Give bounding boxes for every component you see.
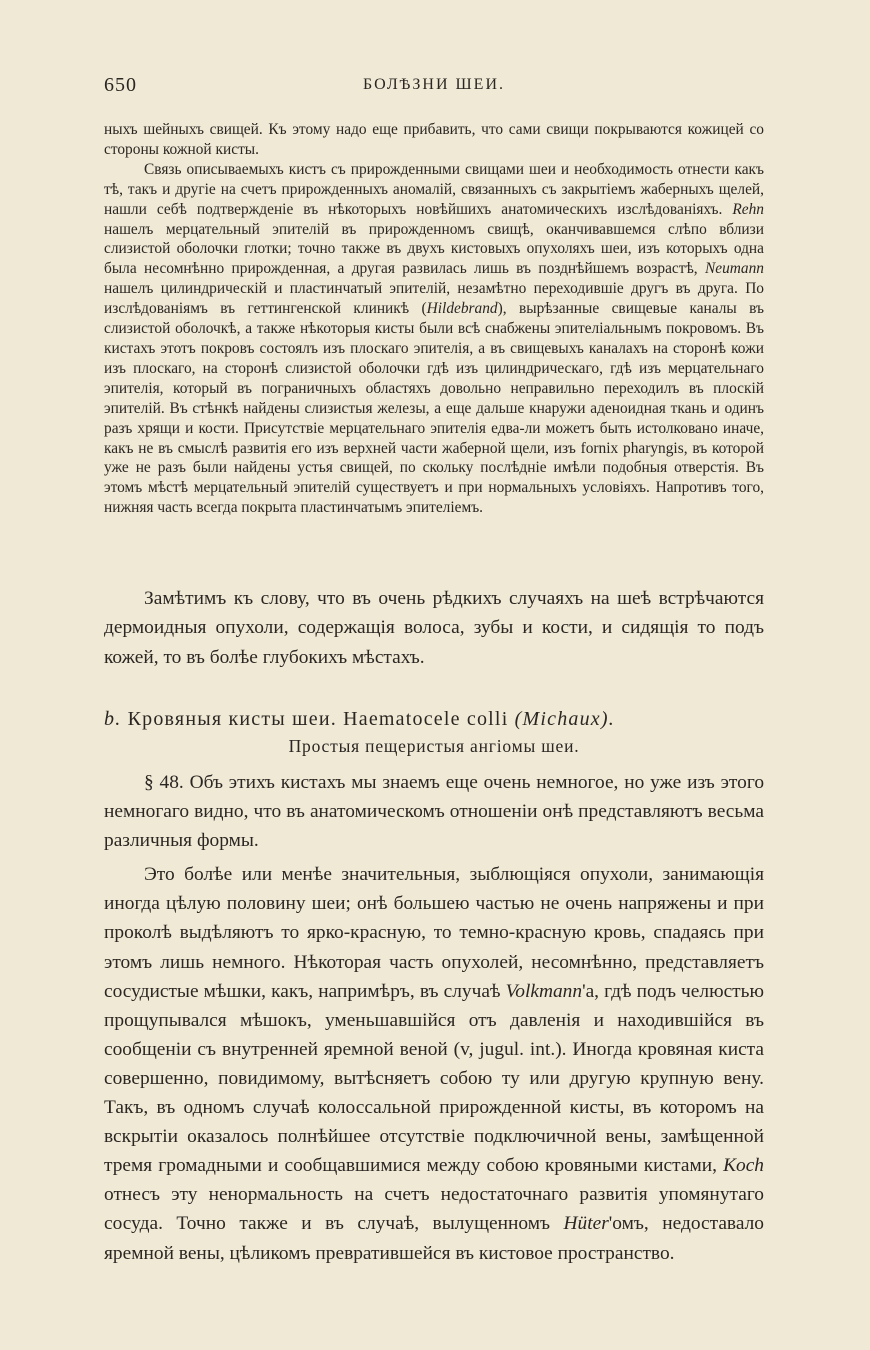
author-name: Koch xyxy=(723,1155,764,1177)
paragraph-text: ), вырѣзанные свищевые каналы въ слизистой оболочкѣ, а также нѣкоторыя кисты были всѣ снабжены эпителіальнымъ покровомъ. Въ кистахъ этотъ покровъ состоялъ изъ плоскаго эпителія, а въ свищевыхъ каналахъ на сторонѣ кожи изъ плоскаго, на сторонѣ слизистой оболочки гдѣ изъ цилиндрическаго, гдѣ изъ мерцательнаго эпителія, который въ пограничныхъ областяхъ довольно неправильно переходилъ въ плоскій эпителій. Въ стѣнкѣ найдены слизистыя железы, а еще дальше кнаружи аденоидная ткань и одинъ разъ хрящи и кости. Присутствіе мерцательнаго эпителія едва-ли можетъ быть истолковано иначе, какъ не въ смыслѣ развитія его изъ верхней части жаберной щели, изъ fornix pharyngis, въ которой уже не разъ были найдены устья свищей, по скольку послѣдніе имѣли подобныя отверстія. Въ этомъ мѣстѣ мерцательный эпителій существуетъ и при нормальныхъ условіяхъ. Напротивъ того, нижняя часть всегда покрыта пластинчатымъ эпителіемъ. xyxy=(104,300,764,517)
continuation-text xyxy=(104,120,764,518)
paragraph-text: нашелъ цилиндрическій и пластинчатый эпителій, незамѣтно переходившіе другъ въ друга. По изслѣдованіямъ въ геттингенской клиникѣ ( xyxy=(104,280,764,318)
paragraph-text: отнесъ эту ненормальность на счетъ недостаточнаго развитія упомянутаго сосуда. Точно также и въ случаѣ, вылущенномъ xyxy=(104,1184,764,1235)
section-description-paragraph xyxy=(104,860,764,1267)
anatomy-paragraph xyxy=(104,160,764,518)
dermoid-note xyxy=(104,584,764,672)
section-author: (Michaux). xyxy=(514,708,615,730)
author-name: Volkmann xyxy=(505,980,583,1002)
continuation-paragraph xyxy=(104,120,764,160)
section-intro-paragraph xyxy=(104,768,764,855)
section-letter: b. xyxy=(104,708,122,730)
paragraph-text: Связь описываемыхъ кистъ съ прирожденными свищами шеи и необходимость отнести какъ тѣ, такъ и другіе на счетъ прирожденныхъ аномалій, связанныхъ съ закрытіемъ жаберныхъ щелей, нашли себѣ подтвержденіе въ нѣкоторыхъ новѣйшихъ анатомическихъ изслѣдованіяхъ. xyxy=(104,160,764,218)
author-name: Neumann xyxy=(704,260,764,278)
page-number: 650 xyxy=(104,74,137,96)
paragraph-text: 'омъ, недоставало яремной вены, цѣликомъ превратившейся въ кистовое пространство. xyxy=(104,1213,764,1264)
paragraph-text: Это болѣе или менѣе значительныя, зыблющіяся опухоли, занимающія иногда цѣлую половину шеи; онѣ большею частью не очень напряжены и при проколѣ выдѣляютъ то ярко-красную, то темно-красную кровь, спадаясь при этомъ лишь немного. Нѣкоторая часть опухолей, несомнѣнно, представляетъ сосудистые мѣшки, какъ, напримѣръ, въ случаѣ xyxy=(104,864,764,1002)
paragraph-text: ныхъ шейныхъ свищей. Къ этому надо еще прибавить, что сами свищи покрываются кожицей со стороны кожной кисты. xyxy=(104,121,764,158)
paragraph-text: Объ этихъ кистахъ мы знаемъ еще очень немногое, но уже изъ этого немногаго видно, что въ анатомическомъ отношеніи онѣ представляютъ весьма различныя формы. xyxy=(104,772,765,852)
running-head: БОЛѢЗНИ ШЕИ. xyxy=(362,76,505,93)
section-title: Кровяныя кисты шеи. Haematocele colli xyxy=(127,708,509,730)
section-mark: § 48. xyxy=(144,772,184,793)
page-header xyxy=(104,74,764,98)
section-body xyxy=(104,768,764,1268)
section-heading xyxy=(104,705,764,733)
section-subtitle: Простыя пещеристыя ангіомы шеи. xyxy=(288,736,580,756)
paragraph-text: нашелъ мерцательный эпителій въ прирожденномъ свищѣ, оканчивавшемся слѣпо вблизи слизистой оболочки глотки; точно также въ двухъ кистовыхъ опухоляхъ шеи, изъ которыхъ одна была несомнѣнно прирожденная, а другая развилась лишь въ позднѣйшемъ возрастѣ, xyxy=(104,220,764,278)
author-name: Hüter xyxy=(563,1213,609,1235)
paragraph-text: 'а, гдѣ подъ челюстью прощупывался мѣшокъ, уменьшавшійся отъ давленія и находившійся въ сообщеніи съ внутренней яремной веной (v, jugul. int.). Иногда кровяная киста совершенно, повидимому, вытѣсняетъ собою ту или другую крупную вену. Такъ, въ одномъ случаѣ колоссальной прирожденной кисты, въ которомъ на вскрытіи оказалось полнѣйшее отсутствіе подключичной вены, замѣщенной тремя громадными и сообщавшимися между собою кровяными кистами, xyxy=(104,980,764,1177)
author-name: Rehn xyxy=(732,200,764,218)
author-name: Hildebrand xyxy=(426,300,498,318)
note-paragraph: Замѣтимъ къ слову, что въ очень рѣдкихъ случаяхъ на шеѣ встрѣчаются дермоидныя опухоли, содержащія волоса, зубы и кости, и сидящія то подъ кожей, то въ болѣе глубокихъ мѣстахъ. xyxy=(104,588,764,668)
